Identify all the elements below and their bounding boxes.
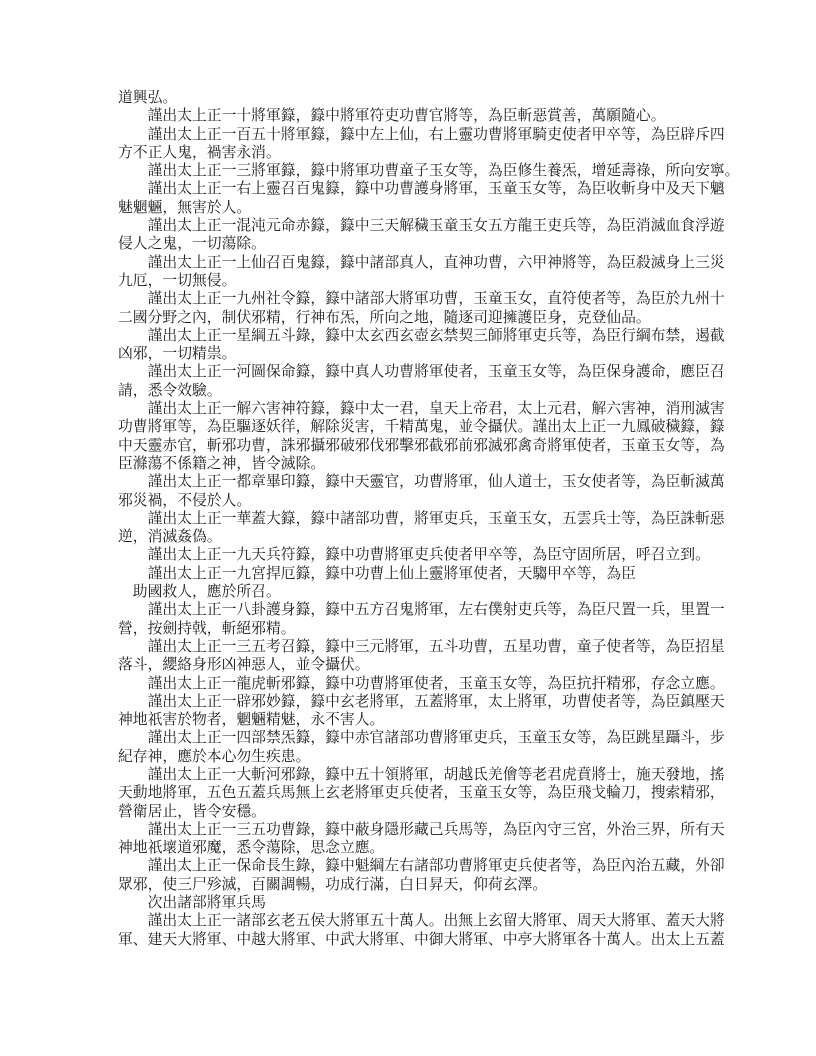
page-text-block — [118, 89, 758, 949]
text-line: 神地祇害於物者，魍魎精魅，永不害人。 — [118, 712, 385, 729]
text-line: 次出諸部將軍兵馬 — [147, 895, 266, 912]
text-line: 謹出太上正一四部禁炁籙，籙中赤官諸部功曹將軍吏兵，玉童玉女等，為臣跳星躡斗，步 — [147, 730, 725, 747]
text-line: 謹出太上正一都章畢印籙，籙中天靈官，功曹將軍，仙人道士，玉女使者等，為臣斬滅萬 — [147, 474, 725, 491]
text-line: 謹出太上正一大斬河邪錄，籙中五十領將軍，胡越氐羌儈等老君虎賁將士，施天發地，搖 — [147, 766, 725, 783]
text-line: 謹出太上正一華蓋大籙，籙中諸部功曹，將軍吏兵，玉童玉女，五雲兵士等，為臣誅斬惡 — [147, 510, 725, 527]
text-line: 謹出太上正一右上靈召百鬼籙，籙中功曹護身將軍，玉童玉女等，為臣收斬身中及天下魑 — [147, 181, 725, 198]
text-line: 營衛居止，皆令安穩。 — [118, 803, 266, 820]
text-line: 謹出太上正一九天兵符籙，籙中功曹將軍吏兵使者甲卒等，為臣守固所居，呼召立到。 — [147, 547, 710, 564]
text-line: 功曹將軍等，為臣驅逐妖徉，解除災害，千精萬鬼，並令攝伏。謹出太上正一九鳳破穢籙，籙 — [118, 419, 725, 436]
text-line: 眾邪，使三尸殄滅，百關調暢，功成行滿，白日昇天，仰荷玄澤。 — [118, 876, 548, 893]
text-line: 謹出太上正一上仙召百鬼籙，籙中諸部真人，直神功曹，六甲神將等，為臣殺滅身上三災 — [147, 254, 725, 271]
text-line: 謹出太上正一八卦護身籙，籙中五方召鬼將軍，左右僕射吏兵等，為臣尺置一兵，里置一 — [147, 602, 725, 619]
text-line: 侵人之鬼，一切蕩除。 — [118, 236, 266, 253]
text-line: 道興弘。 — [118, 90, 178, 106]
text-line: 謹出太上正一九宮捍厄籙，籙中功曹上仙上靈將軍使者，天騶甲卒等，為臣 — [147, 565, 636, 582]
text-line: 謹出太上正一三五考召籙，籙中三元將軍，五斗功曹，五星功曹，童子使者等，為臣招星 — [147, 638, 725, 655]
text-line: 魅魍魎，無害於人。 — [118, 199, 252, 216]
text-line: 中天靈赤官，斬邪功曹，誅邪攝邪破邪伐邪擊邪截邪前邪滅邪禽奇將軍使者，玉童玉女等，為 — [118, 437, 725, 454]
text-line: 逆，消滅姦偽。 — [118, 529, 222, 546]
text-line: 謹出太上正一十將軍籙，籙中將軍符吏功曹官將等，為臣斬惡賞善，萬願隨心。 — [147, 108, 666, 125]
text-line: 謹出太上正一混沌元命赤籙，籙中三天解穢玉童玉女五方龍王吏兵等，為臣消滅血食浮遊 — [147, 218, 725, 235]
text-line: 謹出太上正一三將軍籙，籙中將軍功曹童子玉女等，為臣修生養炁，增延壽祿，所向安寧。 — [147, 163, 740, 180]
text-line: 邪災禍，不侵於人。 — [118, 492, 252, 509]
text-line: 謹出太上正一三五功曹錄，籙中蔽身隱形藏己兵馬等，為臣內守三宮，外治三界，所有天 — [147, 821, 725, 838]
text-line: 臣滌蕩不係籍之神，皆令滅除。 — [118, 455, 326, 472]
text-line: 軍、建天大將軍、中越大將軍、中武大將軍、中御大將軍、中亭大將軍各十萬人。出太上五蓋 — [118, 931, 725, 948]
text-line: 謹出太上正一解六害神符籙，籙中太一君，皇天上帝君，太上元君，解六害神，消刑滅害 — [147, 401, 725, 418]
text-line: 神地祇壞道邪魔，悉令蕩除，思念立應。 — [118, 840, 385, 857]
text-line: 凶邪，一切精祟。 — [118, 346, 237, 363]
text-line: 營，按劍持戟，斬絕邪精。 — [118, 620, 296, 637]
text-line: 謹出太上正一星綱五斗錄，籙中太玄西玄壺玄禁契三師將軍吏兵等，為臣行綱布禁，遏截 — [147, 327, 725, 344]
text-line: 方不正人鬼，禍害永消。 — [118, 144, 281, 161]
text-line: 九厄，一切無侵。 — [118, 272, 237, 289]
text-line: 謹出太上正一辟邪妙籙，籙中玄老將軍，五蓋將軍，太上將軍，功曹使者等，為臣鎮壓天 — [147, 693, 725, 710]
text-line: 謹出太上正一龍虎斬邪籙，籙中功曹將軍使者，玉童玉女等，為臣抗扞精邪，存念立應。 — [147, 675, 725, 692]
text-line: 謹出太上正一百五十將軍籙，籙中左上仙，右上靈功曹將軍騎吏使者甲卒等，為臣辟斥四 — [147, 126, 725, 143]
text-line: 謹出太上正一諸部玄老五侯大將軍五十萬人。出無上玄留大將軍、周天大將軍、蓋天大將 — [147, 913, 725, 930]
text-line: 謹出太上正一保命長生錄，籙中魁綱左右諸部功曹將軍吏兵使者等，為臣內治五藏，外卻 — [147, 858, 725, 875]
text-line: 紀存神，應於本心勿生疾患。 — [118, 748, 311, 765]
text-line: 落斗，纓絡身形凶神惡人，並令攝伏。 — [118, 657, 370, 674]
text-line: 請，悉令效驗。 — [118, 382, 222, 399]
text-line: 謹出太上正一河圖保命籙，籙中真人功曹將軍使者，玉童玉女等，為臣保身護命，應臣召 — [147, 364, 725, 381]
text-line: 二國分野之內，制伏邪精，行神布炁，所向之地，隨逐司迎擁護臣身，克登仙品。 — [118, 309, 651, 326]
text-line: 助國救人，應於所召。 — [132, 584, 281, 601]
text-line: 天動地將軍，五色五蓋兵馬無上玄老將軍吏兵使者，玉童玉女等，為臣飛戈輪刀，搜索精邪， — [118, 785, 725, 802]
text-line: 謹出太上正一九州社令籙，籙中諸部大將軍功曹，玉童玉女，直符使者等，為臣於九州十 — [147, 291, 725, 308]
